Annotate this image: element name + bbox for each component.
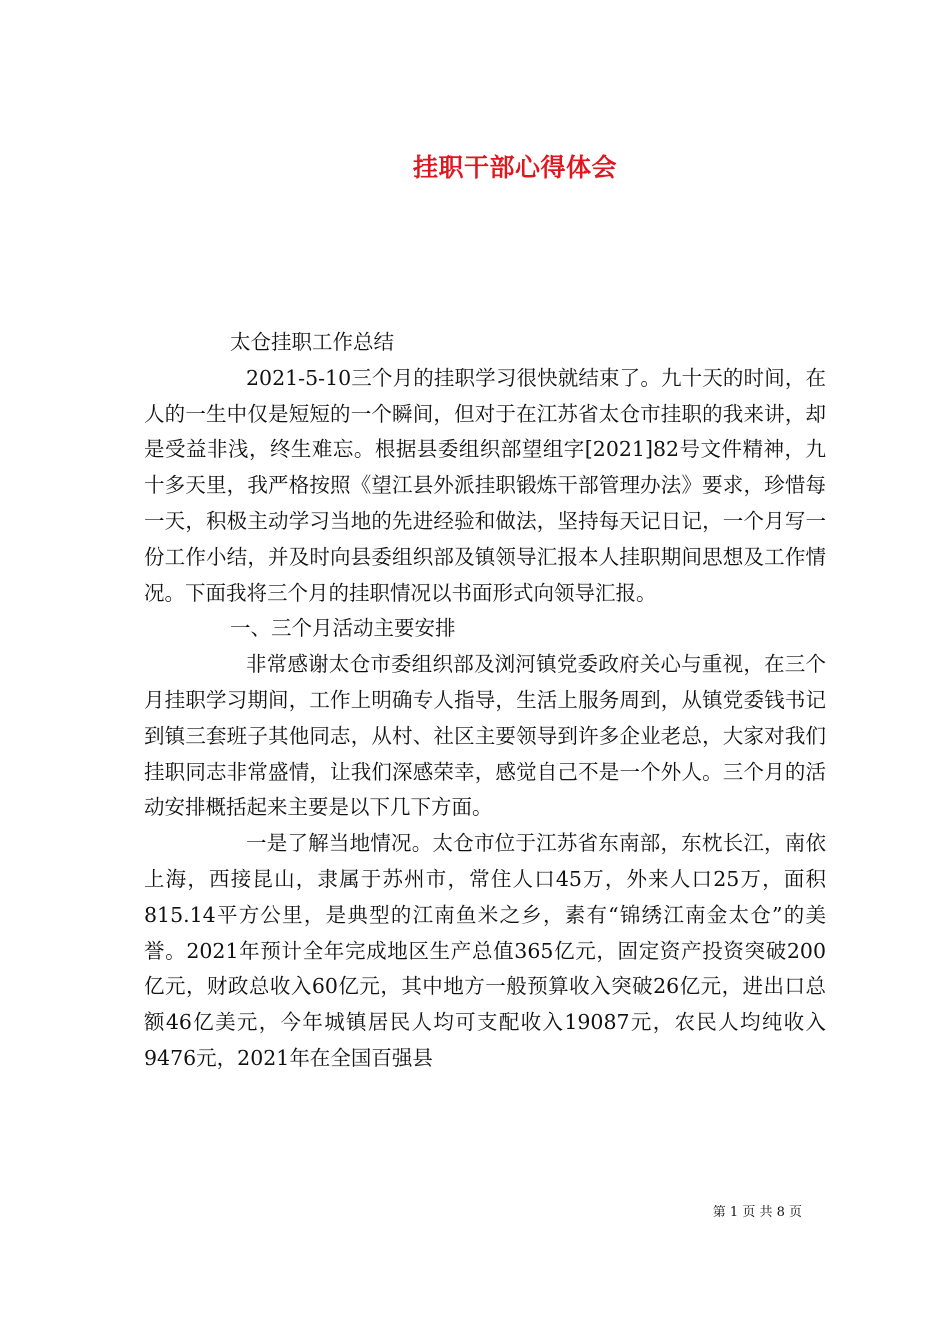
paragraph-thanks: 非常感谢太仓市委组织部及浏河镇党委政府关心与重视，在三个月挂职学习期间，工作上明确专人指导，生活上服务周到，从镇党委钱书记到镇三套班子其他同志，从村、社区主要领导到许多企业老总，大家对我们挂职同志非常盛情，让我们深感荣幸，感觉自己不是一个外人。三个月的活动安排概括起来主要是以下几下方面。	[144, 652, 826, 820]
document-body	[144, 325, 826, 1077]
page-number: 第 1 页 共 8 页	[712, 1205, 802, 1220]
paragraph-intro: 2021-5-10三个月的挂职学习很快就结束了。九十天的时间，在人的一生中仅是短短的一个瞬间，但对于在江苏省太仓市挂职的我来讲，却是受益非浅，终生难忘。根据县委组织部望组字[2021]82号文件精神，九十多天里，我严格按照《望江县外派挂职锻炼干部管理办法》要求，珍惜每一天，积极主动学习当地的先进经验和做法，坚持每天记日记，一个月写一份工作小结，并及时向县委组织部及镇领导汇报本人挂职期间思想及工作情况。下面我将三个月的挂职情况以书面形式向领导汇报。	[144, 365, 826, 605]
paragraph-local-situation: 一是了解当地情况。太仓市位于江苏省东南部，东枕长江，南依上海，西接昆山，隶属于苏州市，常住人口45万，外来人口25万，面积815.14平方公里，是典型的江南鱼米之乡，素有“锦绣江南金太仓”的美誉。2021年预计全年完成地区生产总值365亿元，固定资产投资突破200亿元，财政总收入60亿元，其中地方一般预算收入突破26亿元，进出口总额46亿美元，今年城镇居民人均可支配收入19087元，农民人均纯收入9476元，2021年在全国百强县	[144, 831, 826, 1070]
section-heading-1: 一、三个月活动主要安排	[230, 616, 456, 641]
document-subtitle: 太仓挂职工作总结	[230, 330, 394, 354]
document-title: 挂职干部心得体会	[412, 152, 617, 182]
